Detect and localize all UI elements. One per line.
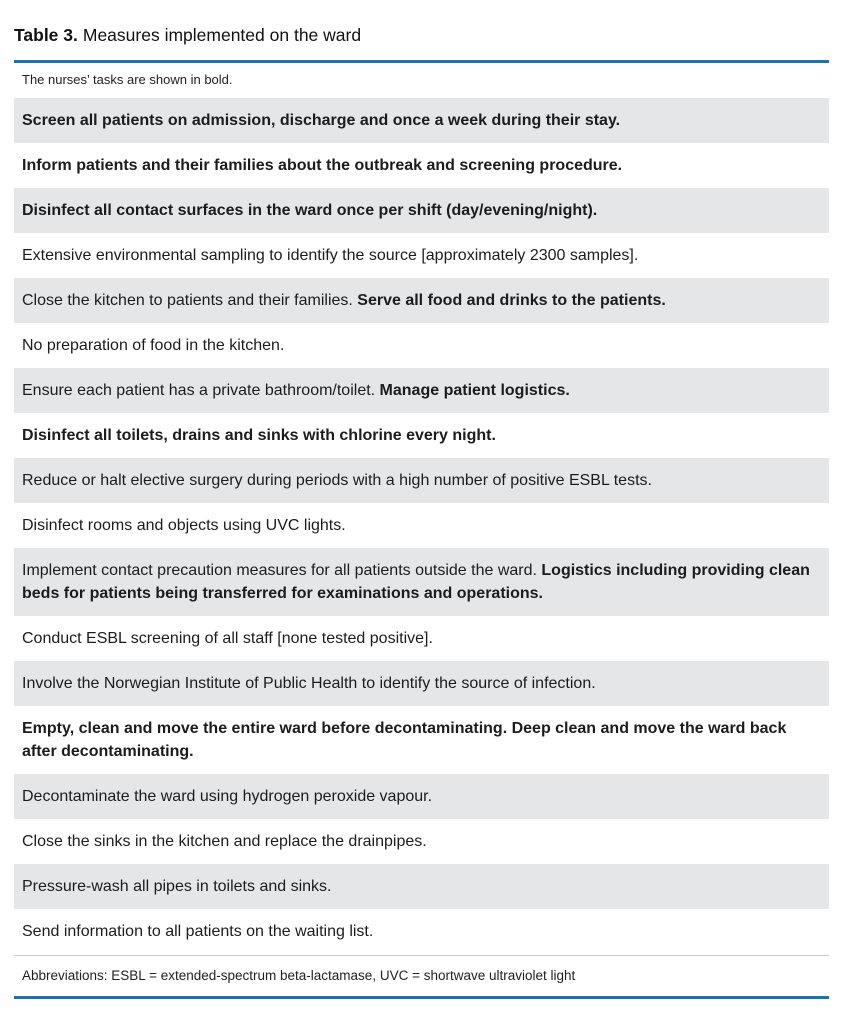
table-row [14, 458, 829, 503]
table-row [14, 278, 829, 323]
measure-text: Conduct ESBL screening of all staff [none tested positive]. [22, 630, 433, 647]
table-row [14, 233, 829, 278]
table-caption: Measures implemented on the ward [82, 25, 362, 45]
measure-text: Ensure each patient has a private bathroom/toilet. [22, 382, 380, 399]
measure-text: Reduce or halt elective surgery during periods with a high number of positive ESBL tests. [22, 472, 652, 489]
table-row [14, 706, 829, 774]
measure-text: Close the sinks in the kitchen and replace the drainpipes. [22, 833, 427, 850]
nurse-task-text: Screen all patients on admission, discharge and once a week during their stay. [22, 112, 621, 129]
nurse-task-text: Disinfect all contact surfaces in the ward once per shift (day/evening/night). [22, 202, 598, 219]
measure-text: Pressure-wash all pipes in toilets and sinks. [22, 878, 332, 895]
measure-text: Decontaminate the ward using hydrogen peroxide vapour. [22, 788, 433, 805]
table-row [14, 188, 829, 233]
table-body [14, 98, 829, 954]
nurse-task-text: Inform patients and their families about the outbreak and screening procedure. [22, 157, 623, 174]
table-row [14, 661, 829, 706]
table-number-label: Table 3. [14, 25, 78, 45]
nurse-task-text: Logistics including providing clean beds for patients being transferred for examinations and operations. [22, 562, 810, 602]
measure-text: Close the kitchen to patients and their families. [22, 292, 358, 309]
measure-text: No preparation of food in the kitchen. [22, 337, 285, 354]
table-row [14, 819, 829, 864]
measure-text: Disinfect rooms and objects using UVC lights. [22, 517, 346, 534]
measure-text: Implement contact precaution measures for all patients outside the ward. [22, 562, 542, 579]
table-row [14, 143, 829, 188]
table-title [14, 24, 829, 46]
table-row [14, 616, 829, 661]
measure-text: Send information to all patients on the waiting list. [22, 923, 374, 940]
nurse-task-text: Disinfect all toilets, drains and sinks with chlorine every night. [22, 427, 496, 444]
table-row [14, 864, 829, 909]
table-row [14, 909, 829, 954]
measure-text: Extensive environmental sampling to identify the source [approximately 2300 samples]. [22, 247, 639, 264]
measure-text: Involve the Norwegian Institute of Public Health to identify the source of infection. [22, 675, 596, 692]
nurse-task-text: Manage patient logistics. [379, 382, 570, 399]
table-row [14, 323, 829, 368]
nurse-task-text: Serve all food and drinks to the patients. [357, 292, 666, 309]
table-row [14, 774, 829, 819]
nurse-task-text: Empty, clean and move the entire ward before decontaminating. Deep clean and move the ward back after decontaminating. [22, 720, 787, 760]
table-row [14, 368, 829, 413]
table-row [14, 413, 829, 458]
table-footnote: Abbreviations: ESBL = extended-spectrum beta-lactamase, UVC = shortwave ultraviolet light [22, 968, 576, 983]
table-row [14, 503, 829, 548]
table-note: The nurses’ tasks are shown in bold. [22, 72, 233, 87]
table-row [14, 98, 829, 143]
table-row [14, 548, 829, 616]
bottom-rule [14, 996, 829, 999]
